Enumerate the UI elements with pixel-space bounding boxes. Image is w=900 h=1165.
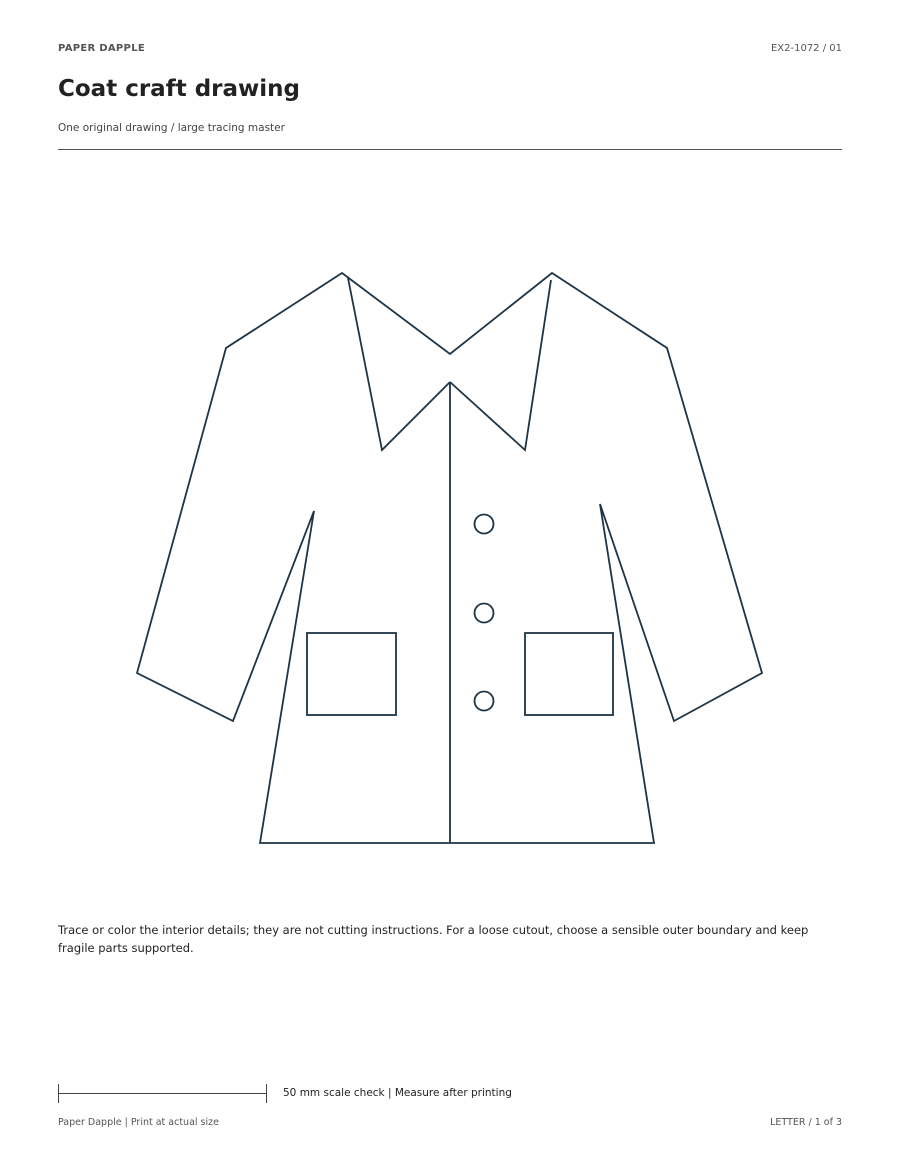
scale-label: 50 mm scale check | Measure after printing xyxy=(283,1087,512,1099)
left-lapel xyxy=(348,278,450,450)
right-pocket xyxy=(525,633,613,715)
brand-name: PAPER DAPPLE xyxy=(58,43,145,54)
button-bottom xyxy=(475,692,494,711)
sheet-code: EX2-1072 / 01 xyxy=(770,43,842,54)
scale-bar-tick-right xyxy=(266,1084,267,1103)
page-subtitle: One original drawing / large tracing master xyxy=(58,122,285,134)
page-title: Coat craft drawing xyxy=(58,76,301,102)
footer-left: Paper Dapple | Print at actual size xyxy=(58,1117,219,1128)
instructions-note: Trace or color the interior details; they are not cutting instructions. For a loose cutout, choose a sensible outer boundary and keep fragile parts supported. xyxy=(58,923,809,955)
scale-bar xyxy=(58,1084,267,1103)
scale-bar-tick-left xyxy=(58,1084,59,1103)
header-divider xyxy=(58,149,842,150)
button-top xyxy=(475,515,494,534)
left-pocket xyxy=(307,633,396,715)
footer-page-info: LETTER / 1 of 3 xyxy=(770,1117,842,1128)
right-lapel xyxy=(450,280,551,450)
coat-outline xyxy=(137,273,762,843)
scale-bar-line xyxy=(58,1093,267,1094)
button-middle xyxy=(475,604,494,623)
